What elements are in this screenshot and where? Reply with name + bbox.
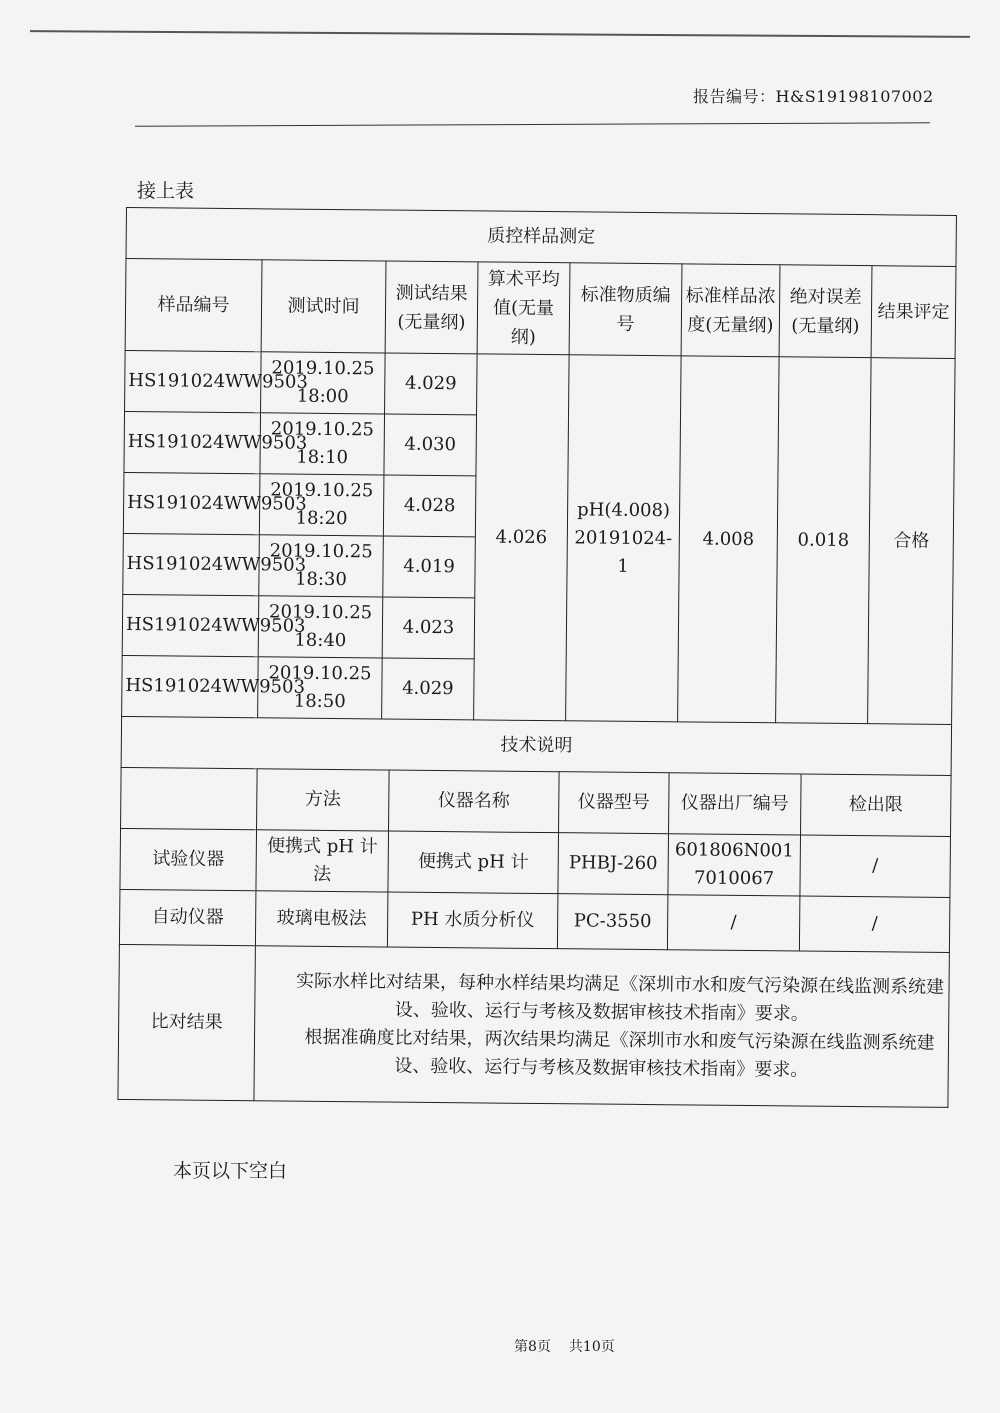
blank-note: 本页以下空白 (173, 1160, 288, 1182)
table-row (119, 889, 950, 952)
test-result: 4.019 (383, 536, 476, 598)
absolute-error: 0.018 (776, 357, 872, 724)
test-result: 4.023 (382, 597, 475, 659)
std-concentration: 4.008 (678, 356, 780, 723)
serial-number: / (667, 895, 800, 951)
row-label: 试验仪器 (120, 828, 257, 890)
qc-sample-table (121, 207, 957, 725)
tech-col-method: 方法 (257, 769, 390, 831)
compare-paragraph-2: 根据准确度比对结果，两次结果均满足《深圳市水和废气污染源在线监测系统建设、验收、运行与考核及数据审核技术指南》要求。 (304, 1026, 935, 1081)
verdict: 合格 (868, 358, 956, 725)
page-footer (514, 1336, 633, 1356)
qc-table-title: 质控样品测定 (126, 208, 956, 267)
test-time: 2019.10.25 18:10 (260, 413, 385, 475)
instrument-name: PH 水质分析仪 (387, 892, 558, 949)
std-material-no: pH(4.008) 20191024-1 (566, 355, 682, 722)
compare-paragraph-1: 实际水样比对结果，每种水样结果均满足《深圳市水和废气污染源在线监测系统建设、验收、运行与考核及数据审核技术指南》要求。 (296, 970, 945, 1025)
tech-title: 技术说明 (121, 717, 952, 775)
col-sample-id: 样品编号 (125, 259, 262, 352)
sample-id: HS191024WW9503 (123, 533, 260, 595)
col-test-result: 测试结果(无量纲) (385, 261, 478, 354)
method: 便携式 pH 计法 (256, 830, 389, 892)
sample-id: HS191024WW9503 (124, 411, 261, 473)
test-time: 2019.10.25 18:30 (259, 535, 384, 597)
col-mean: 算术平均值(无量纲) (477, 262, 570, 355)
instrument-model: PHBJ-260 (558, 833, 669, 895)
instrument-model: PC-3550 (557, 894, 668, 950)
detection-limit: / (799, 896, 950, 952)
detection-limit: / (800, 835, 951, 897)
col-test-time: 测试时间 (261, 260, 386, 353)
col-std-no: 标准物质编号 (569, 263, 682, 356)
continued-label: 接上表 (137, 180, 195, 202)
sample-id: HS191024WW9503 (123, 472, 260, 534)
table-row (120, 828, 951, 897)
sample-id: HS191024WW9503 (125, 350, 262, 412)
col-abs-error: 绝对误差(无量纲) (779, 265, 872, 358)
report-number: 报告编号：H&S19198107002 (693, 87, 934, 106)
serial-number: 601806N0017010067 (668, 834, 801, 896)
test-result: 4.029 (382, 658, 475, 720)
test-result: 4.029 (385, 353, 478, 415)
tech-table (117, 717, 952, 1108)
scan-edge-line (30, 30, 970, 38)
page-number: 第8页 (514, 1339, 551, 1355)
row-label: 自动仪器 (119, 889, 256, 945)
tables-wrapper (117, 207, 956, 1108)
table-row (125, 350, 956, 419)
test-time: 2019.10.25 18:40 (258, 596, 383, 658)
mean-value: 4.026 (474, 354, 570, 721)
page-total: 共10页 (568, 1339, 615, 1355)
compare-label: 比对结果 (118, 944, 255, 1100)
tech-col-blank (121, 767, 258, 829)
method: 玻璃电极法 (255, 891, 388, 947)
test-result: 4.030 (384, 414, 477, 476)
test-result: 4.028 (383, 475, 476, 537)
tech-col-name: 仪器名称 (389, 770, 560, 833)
header-rule (135, 122, 930, 126)
test-time: 2019.10.25 18:20 (259, 474, 384, 536)
col-verdict: 结果评定 (871, 266, 956, 359)
test-time: 2019.10.25 18:50 (258, 657, 383, 719)
compare-text (254, 946, 950, 1108)
sample-id: HS191024WW9503 (122, 655, 259, 717)
tech-col-serial: 仪器出厂编号 (669, 773, 802, 835)
test-time: 2019.10.25 18:00 (261, 352, 386, 414)
sample-id: HS191024WW9503 (122, 594, 259, 656)
instrument-name: 便携式 pH 计 (388, 831, 559, 894)
tech-col-model: 仪器型号 (559, 772, 670, 834)
col-std-conc: 标准样品浓度(无量纲) (681, 264, 780, 357)
tech-col-limit: 检出限 (801, 774, 952, 836)
